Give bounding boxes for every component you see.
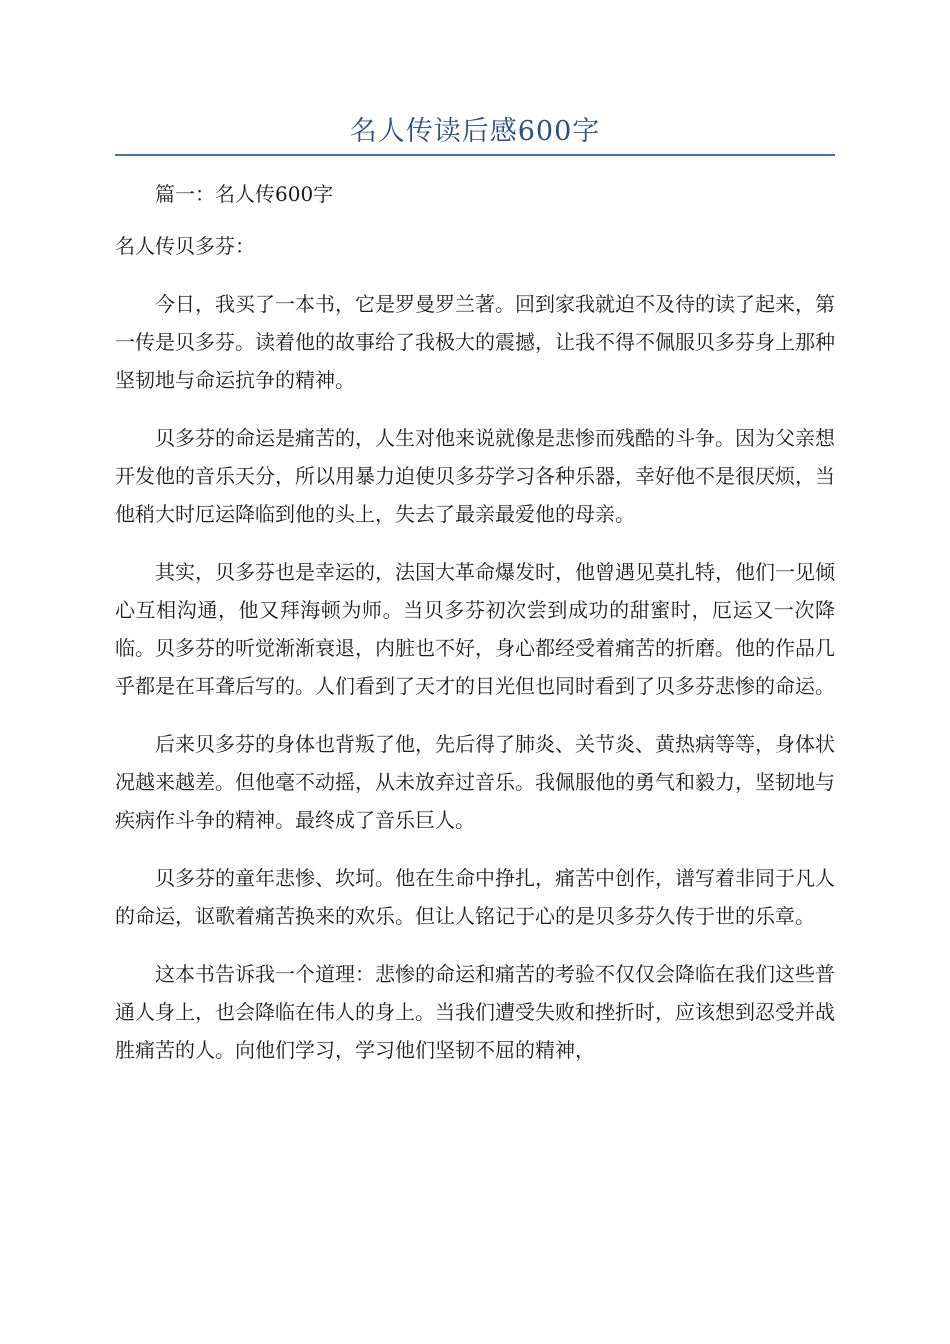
subheading: 名人传贝多芬： [115, 234, 255, 258]
title-divider [115, 154, 835, 156]
section-heading: 篇一：名人传600字 [155, 182, 334, 206]
paragraph: 贝多芬的童年悲惨、坎坷。他在生命中挣扎，痛苦中创作，谱写着非同于凡人的命运，讴歌着痛苦换来的欢乐。但让人铭记于心的是贝多芬久传于世的乐章。 [115, 866, 835, 928]
paragraph: 后来贝多芬的身体也背叛了他，先后得了肺炎、关节炎、黄热病等等，身体状况越来越差。但他毫不动摇，从未放弃过音乐。我佩服他的勇气和毅力，坚韧地与疾病作斗争的精神。最终成了音乐巨人。 [115, 732, 835, 832]
page-title: 名人传读后感600字 [349, 116, 601, 147]
paragraph: 贝多芬的命运是痛苦的，人生对他来说就像是悲惨而残酷的斗争。因为父亲想开发他的音乐天分，所以用暴力迫使贝多芬学习各种乐器，幸好他不是很厌烦，当他稍大时厄运降临到他的头上，失去了最亲最爱他的母亲。 [115, 426, 835, 526]
paragraph: 这本书告诉我一个道理：悲惨的命运和痛苦的考验不仅仅会降临在我们这些普通人身上，也会降临在伟人的身上。当我们遭受失败和挫折时，应该想到忍受并战胜痛苦的人。向他们学习，学习他们坚韧不屈的精神， [115, 962, 835, 1062]
paragraph: 今日，我买了一本书，它是罗曼罗兰著。回到家我就迫不及待的读了起来，第一传是贝多芬。读着他的故事给了我极大的震撼，让我不得不佩服贝多芬身上那种坚韧地与命运抗争的精神。 [115, 292, 835, 392]
document-body [115, 175, 835, 1089]
paragraph: 其实，贝多芬也是幸运的，法国大革命爆发时，他曾遇见莫扎特，他们一见倾心互相沟通，他又拜海顿为师。当贝多芬初次尝到成功的甜蜜时，厄运又一次降临。贝多芬的听觉渐渐衰退，内脏也不好，身心都经受着痛苦的折磨。他的作品几乎都是在耳聋后写的。人们看到了天才的目光但也同时看到了贝多芬悲惨的命运。 [115, 560, 835, 698]
